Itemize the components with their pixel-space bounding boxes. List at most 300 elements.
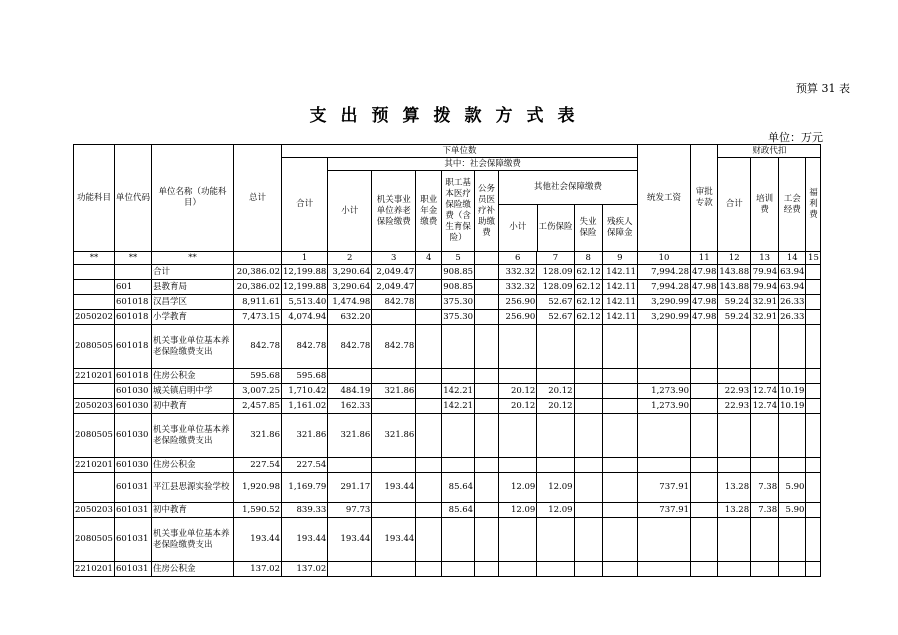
amount-cell: 85.64 [442, 503, 475, 518]
amount-cell: 20,386.02 [234, 265, 282, 280]
amount-cell [751, 325, 779, 369]
unit-name-cell: 住房公积金 [152, 562, 234, 577]
amount-cell: 32.91 [751, 295, 779, 310]
index-cell [475, 252, 499, 265]
amount-cell: 3,290.64 [328, 280, 372, 295]
amount-cell [416, 399, 442, 414]
amount-cell [718, 458, 751, 473]
amount-cell: 20.12 [537, 384, 574, 399]
amount-cell [475, 280, 499, 295]
amount-cell: 47.98 [691, 280, 718, 295]
col-injury: 工伤保险 [537, 204, 574, 251]
amount-cell: 375.30 [442, 310, 475, 325]
index-cell: 5 [442, 252, 475, 265]
amount-cell: 137.02 [234, 562, 282, 577]
amount-cell: 142.11 [602, 310, 637, 325]
amount-cell [718, 369, 751, 384]
amount-cell: 62.12 [574, 295, 602, 310]
amount-cell [475, 414, 499, 458]
unit-name-cell: 平江县思源实验学校 [152, 473, 234, 503]
amount-cell [602, 458, 637, 473]
amount-cell: 332.32 [499, 280, 537, 295]
unit-name-cell: 初中教育 [152, 399, 234, 414]
amount-cell: 47.98 [691, 295, 718, 310]
amount-cell [537, 325, 574, 369]
amount-cell: 332.32 [499, 265, 537, 280]
col-unit-name: 单位名称（功能科目） [152, 145, 234, 252]
col-unemployment: 失业保险 [574, 204, 602, 251]
amount-cell [442, 325, 475, 369]
col-ss-subtotal: 小计 [328, 171, 372, 252]
page-title: 支出预算拨款方式表 [309, 106, 589, 126]
amount-cell [416, 473, 442, 503]
unit-code-cell: 601031 [115, 473, 152, 503]
amount-cell [691, 503, 718, 518]
amount-cell [574, 399, 602, 414]
amount-cell [691, 384, 718, 399]
unit-name-cell: 城关镇启明中学 [152, 384, 234, 399]
col-welfare: 福利费 [806, 158, 821, 252]
amount-cell: 4,074.94 [282, 310, 328, 325]
amount-cell: 227.54 [234, 458, 282, 473]
amount-cell [372, 399, 416, 414]
star-cell: ** [74, 252, 115, 265]
index-cell: 7 [537, 252, 574, 265]
index-cell: 3 [372, 252, 416, 265]
amount-cell [638, 518, 691, 562]
amount-cell: 22.93 [718, 384, 751, 399]
func-code-cell: 2050202 [74, 310, 115, 325]
col-training: 培训费 [751, 158, 779, 252]
amount-cell: 12.09 [537, 503, 574, 518]
amount-cell [691, 458, 718, 473]
amount-cell: 1,161.02 [282, 399, 328, 414]
amount-cell [574, 384, 602, 399]
index-cell [234, 252, 282, 265]
amount-cell [475, 310, 499, 325]
amount-cell: 52.67 [537, 310, 574, 325]
unit-code-cell: 601018 [115, 325, 152, 369]
index-cell: 15 [806, 252, 821, 265]
col-other-ss: 其他社会保障缴费 [499, 171, 637, 204]
col-annuity: 职业年金缴费 [416, 171, 442, 252]
amount-cell [806, 295, 821, 310]
amount-cell [638, 414, 691, 458]
index-cell: 2 [328, 252, 372, 265]
star-cell: ** [152, 252, 234, 265]
amount-cell [806, 503, 821, 518]
func-code-cell: 2050203 [74, 503, 115, 518]
amount-cell: 7.38 [751, 503, 779, 518]
amount-cell [372, 310, 416, 325]
index-cell: 8 [574, 252, 602, 265]
amount-cell: 842.78 [282, 325, 328, 369]
amount-cell [751, 562, 779, 577]
amount-cell [638, 458, 691, 473]
func-code-cell: 2080505 [74, 325, 115, 369]
amount-cell [416, 414, 442, 458]
amount-cell [691, 414, 718, 458]
col-other-ss-group [499, 171, 638, 252]
amount-cell: 1,920.98 [234, 473, 282, 503]
amount-cell: 3,007.25 [234, 384, 282, 399]
amount-cell: 20.12 [499, 384, 537, 399]
amount-cell: 2,049.47 [372, 265, 416, 280]
amount-cell: 321.86 [328, 414, 372, 458]
table-row [74, 458, 821, 473]
amount-cell [602, 562, 637, 577]
amount-cell: 193.44 [234, 518, 282, 562]
amount-cell: 143.88 [718, 265, 751, 280]
amount-cell: 321.86 [234, 414, 282, 458]
amount-cell [751, 458, 779, 473]
amount-cell: 842.78 [372, 325, 416, 369]
amount-cell [537, 562, 574, 577]
col-other-subtotal: 小计 [499, 204, 537, 251]
amount-cell: 59.24 [718, 295, 751, 310]
unit-name-cell: 县教育局 [152, 280, 234, 295]
func-code-cell: 2210201 [74, 369, 115, 384]
amount-cell: 7,473.15 [234, 310, 282, 325]
amount-cell: 20.12 [537, 399, 574, 414]
amount-cell: 63.94 [779, 280, 806, 295]
budget-table [73, 144, 821, 577]
amount-cell: 63.94 [779, 265, 806, 280]
table-row [74, 369, 821, 384]
amount-cell: 13.28 [718, 503, 751, 518]
amount-cell: 2,049.47 [372, 280, 416, 295]
amount-cell: 10.19 [779, 399, 806, 414]
unit-name-cell: 住房公积金 [152, 458, 234, 473]
amount-cell: 842.78 [234, 325, 282, 369]
amount-cell: 128.09 [537, 265, 574, 280]
amount-cell [638, 325, 691, 369]
amount-cell: 375.30 [442, 295, 475, 310]
amount-cell [442, 458, 475, 473]
amount-cell [806, 473, 821, 503]
amount-cell [372, 369, 416, 384]
amount-cell: 595.68 [282, 369, 328, 384]
amount-cell: 321.86 [282, 414, 328, 458]
amount-cell [751, 414, 779, 458]
amount-cell: 484.19 [328, 384, 372, 399]
amount-cell: 79.94 [751, 265, 779, 280]
amount-cell: 3,290.99 [638, 310, 691, 325]
amount-cell [574, 369, 602, 384]
amount-cell [442, 414, 475, 458]
amount-cell: 632.20 [328, 310, 372, 325]
col-medical: 职工基本医疗保险缴费（含生育保险） [442, 171, 475, 252]
amount-cell [806, 414, 821, 458]
amount-cell [718, 414, 751, 458]
unit-code-cell: 601031 [115, 562, 152, 577]
amount-cell [602, 518, 637, 562]
table-row [74, 295, 821, 310]
amount-cell [806, 280, 821, 295]
amount-cell: 8,911.61 [234, 295, 282, 310]
amount-cell [442, 518, 475, 562]
amount-cell: 842.78 [328, 325, 372, 369]
amount-cell: 908.85 [442, 265, 475, 280]
unit-code-cell: 601031 [115, 518, 152, 562]
table-row [74, 473, 821, 503]
amount-cell [475, 399, 499, 414]
amount-cell: 142.11 [602, 280, 637, 295]
amount-cell [475, 518, 499, 562]
amount-cell: 256.90 [499, 295, 537, 310]
index-cell: 6 [499, 252, 537, 265]
amount-cell [638, 562, 691, 577]
col-unified-salary: 统发工资 [638, 145, 691, 252]
amount-cell: 193.44 [372, 473, 416, 503]
func-code-cell: 2050203 [74, 399, 115, 414]
amount-cell: 20.12 [499, 399, 537, 414]
amount-cell: 842.78 [372, 295, 416, 310]
amount-cell: 85.64 [442, 473, 475, 503]
unit-code-cell: 601031 [115, 503, 152, 518]
col-disability: 残疾人保障金 [607, 216, 633, 238]
unit-code-cell: 601 [115, 280, 152, 295]
func-code-cell [74, 295, 115, 310]
amount-cell: 1,169.79 [282, 473, 328, 503]
amount-cell [475, 458, 499, 473]
amount-cell [442, 369, 475, 384]
table-row [74, 325, 821, 369]
amount-cell [602, 473, 637, 503]
col-fiscal-total: 合计 [718, 158, 751, 252]
amount-cell: 142.11 [602, 295, 637, 310]
col-union: 工会经费 [779, 158, 806, 252]
func-code-cell: 2080505 [74, 414, 115, 458]
amount-cell: 5.90 [779, 503, 806, 518]
amount-cell: 62.12 [574, 310, 602, 325]
amount-cell: 908.85 [442, 280, 475, 295]
amount-cell [328, 562, 372, 577]
table-body [74, 265, 821, 577]
amount-cell: 12.09 [499, 503, 537, 518]
amount-cell: 2,457.85 [234, 399, 282, 414]
amount-cell: 143.88 [718, 280, 751, 295]
amount-cell: 256.90 [499, 310, 537, 325]
index-cell: 4 [416, 252, 442, 265]
amount-cell: 26.33 [779, 295, 806, 310]
index-cell: 10 [638, 252, 691, 265]
amount-cell [475, 295, 499, 310]
index-cell: 14 [779, 252, 806, 265]
amount-cell [499, 458, 537, 473]
amount-cell [751, 369, 779, 384]
amount-cell: 162.33 [328, 399, 372, 414]
amount-cell: 10.19 [779, 384, 806, 399]
amount-cell: 79.94 [751, 280, 779, 295]
unit-name-cell: 小学教育 [152, 310, 234, 325]
amount-cell [691, 399, 718, 414]
amount-cell [499, 325, 537, 369]
col-lower-units: 下单位数 [282, 145, 638, 158]
amount-cell: 193.44 [328, 518, 372, 562]
amount-cell [691, 369, 718, 384]
amount-cell [779, 414, 806, 458]
col-subtotal-all: 合计 [282, 158, 328, 252]
amount-cell [806, 265, 821, 280]
unit-code-cell: 601030 [115, 384, 152, 399]
col-social-security: 其中：社会保障缴费 [328, 158, 638, 171]
amount-cell [691, 518, 718, 562]
table-row [74, 399, 821, 414]
amount-cell: 12,199.88 [282, 280, 328, 295]
amount-cell: 47.98 [691, 310, 718, 325]
unit-name-cell: 机关事业单位基本养老保险缴费支出 [152, 518, 234, 562]
unit-name-cell: 机关事业单位基本养老保险缴费支出 [152, 414, 234, 458]
amount-cell: 59.24 [718, 310, 751, 325]
index-cell: 12 [718, 252, 751, 265]
func-code-cell: 2080505 [74, 518, 115, 562]
amount-cell [416, 518, 442, 562]
amount-cell [416, 503, 442, 518]
amount-cell: 3,290.99 [638, 295, 691, 310]
amount-cell [691, 473, 718, 503]
amount-cell [328, 458, 372, 473]
amount-cell: 26.33 [779, 310, 806, 325]
col-pension: 机关事业单位养老保险缴费 [372, 171, 416, 252]
amount-cell: 5,513.40 [282, 295, 328, 310]
amount-cell: 291.17 [328, 473, 372, 503]
amount-cell: 97.73 [328, 503, 372, 518]
func-code-cell [74, 280, 115, 295]
amount-cell [416, 384, 442, 399]
table-row [74, 503, 821, 518]
amount-cell [779, 562, 806, 577]
amount-cell: 12.09 [499, 473, 537, 503]
col-fiscal: 财政代扣 [718, 145, 821, 158]
amount-cell [416, 295, 442, 310]
amount-cell [499, 518, 537, 562]
amount-cell [475, 369, 499, 384]
amount-cell: 7,994.28 [638, 280, 691, 295]
amount-cell [751, 518, 779, 562]
amount-cell [806, 399, 821, 414]
amount-cell: 142.21 [442, 384, 475, 399]
amount-cell [779, 325, 806, 369]
amount-cell: 737.91 [638, 503, 691, 518]
amount-cell [574, 503, 602, 518]
amount-cell [416, 280, 442, 295]
amount-cell [602, 399, 637, 414]
amount-cell [574, 562, 602, 577]
amount-cell [806, 369, 821, 384]
amount-cell [442, 562, 475, 577]
amount-cell: 32.91 [751, 310, 779, 325]
amount-cell: 321.86 [372, 414, 416, 458]
amount-cell: 1,710.42 [282, 384, 328, 399]
amount-cell [416, 310, 442, 325]
amount-cell [806, 458, 821, 473]
table-row [74, 265, 821, 280]
amount-cell [537, 369, 574, 384]
amount-cell [416, 265, 442, 280]
index-cell: 11 [691, 252, 718, 265]
unit-name-cell: 住房公积金 [152, 369, 234, 384]
unit-code-cell [115, 265, 152, 280]
unit-code-cell: 601018 [115, 369, 152, 384]
table-row [74, 384, 821, 399]
amount-cell [718, 562, 751, 577]
amount-cell [574, 473, 602, 503]
index-cell: 9 [602, 252, 637, 265]
amount-cell: 1,273.90 [638, 399, 691, 414]
amount-cell [806, 325, 821, 369]
amount-cell: 7.38 [751, 473, 779, 503]
unit-code-cell: 601030 [115, 458, 152, 473]
amount-cell [475, 325, 499, 369]
func-code-cell: 2210201 [74, 458, 115, 473]
amount-cell: 839.33 [282, 503, 328, 518]
amount-cell [499, 562, 537, 577]
amount-cell [602, 369, 637, 384]
amount-cell: 47.98 [691, 265, 718, 280]
unit-code-cell: 601030 [115, 399, 152, 414]
amount-cell [499, 414, 537, 458]
amount-cell [499, 369, 537, 384]
amount-cell: 12.09 [537, 473, 574, 503]
amount-cell: 193.44 [282, 518, 328, 562]
table-row [74, 414, 821, 458]
amount-cell [537, 518, 574, 562]
amount-cell [602, 414, 637, 458]
amount-cell [372, 503, 416, 518]
unit-name-cell: 初中教育 [152, 503, 234, 518]
amount-cell: 13.28 [718, 473, 751, 503]
amount-cell: 737.91 [638, 473, 691, 503]
amount-cell [574, 414, 602, 458]
amount-cell [475, 562, 499, 577]
amount-cell: 1,590.52 [234, 503, 282, 518]
amount-cell [372, 458, 416, 473]
amount-cell: 5.90 [779, 473, 806, 503]
index-cell: 1 [282, 252, 328, 265]
amount-cell: 1,474.98 [328, 295, 372, 310]
amount-cell [416, 458, 442, 473]
table-row [74, 518, 821, 562]
unit-name-cell: 汉昌学区 [152, 295, 234, 310]
star-cell: ** [115, 252, 152, 265]
amount-cell [806, 562, 821, 577]
amount-cell [718, 325, 751, 369]
amount-cell: 142.21 [442, 399, 475, 414]
amount-cell [638, 369, 691, 384]
amount-cell [602, 325, 637, 369]
amount-cell [602, 384, 637, 399]
amount-cell [537, 458, 574, 473]
amount-cell [779, 518, 806, 562]
amount-cell: 12.74 [751, 384, 779, 399]
index-cell: 13 [751, 252, 779, 265]
amount-cell: 137.02 [282, 562, 328, 577]
amount-cell: 12.74 [751, 399, 779, 414]
amount-cell [806, 310, 821, 325]
amount-cell: 12,199.88 [282, 265, 328, 280]
amount-cell [475, 384, 499, 399]
amount-cell: 22.93 [718, 399, 751, 414]
amount-cell: 3,290.64 [328, 265, 372, 280]
amount-cell: 128.09 [537, 280, 574, 295]
unit-name-cell: 合计 [152, 265, 234, 280]
col-approved: 审批专款 [691, 145, 718, 252]
amount-cell: 193.44 [372, 518, 416, 562]
amount-cell [475, 503, 499, 518]
amount-cell [475, 473, 499, 503]
form-number: 预算 31 表 [796, 82, 850, 95]
